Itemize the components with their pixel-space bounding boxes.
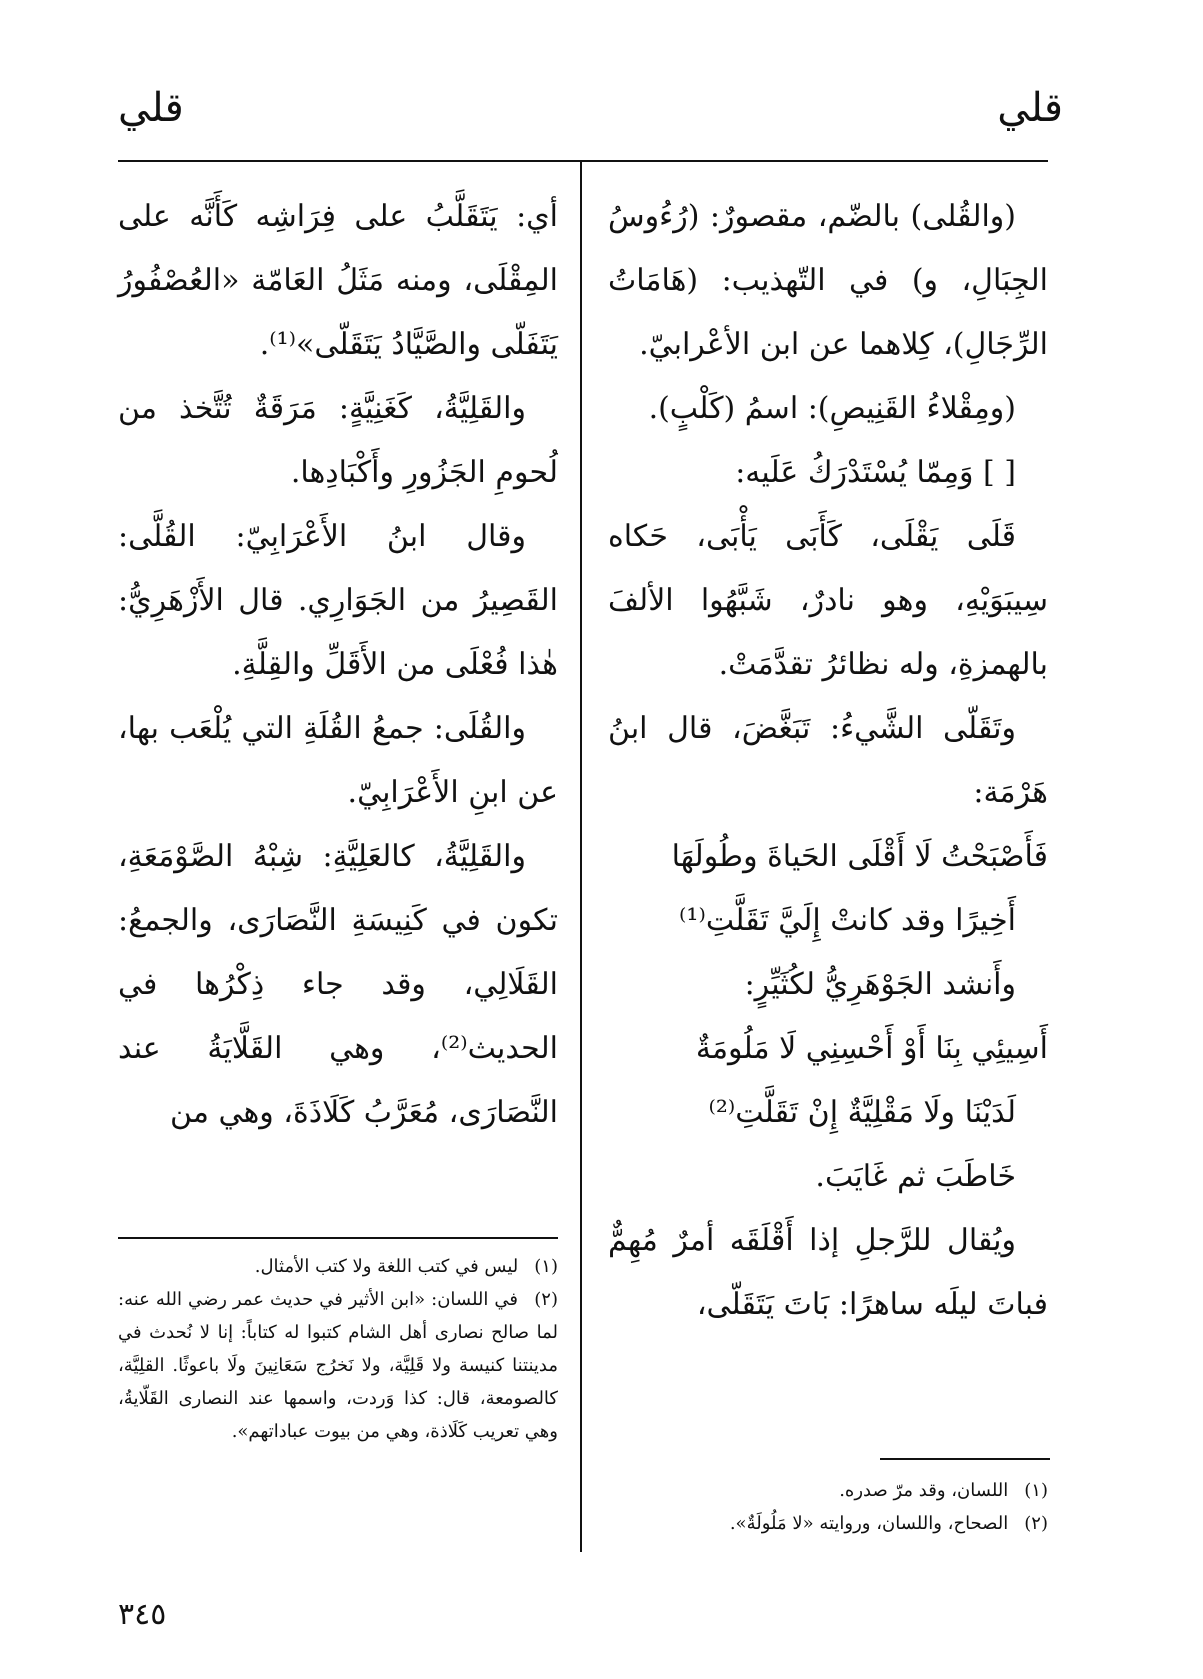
entry-paragraph: وأَنشد الجَوْهَرِيُّ لكُثَيِّرٍ: [744, 967, 1016, 1002]
entry-paragraph: وقال ابنُ الأَعْرَابِيّ: القُلَّى: القَصِيرُ من الجَوَارِي. قال الأَزْهَرِيُّ: هٰذا فُعْلَى من الأَقَلِّ والقِلَّةِ. [118, 519, 558, 682]
verse-line: أَخِيرًا وقد كانتْ إِلَيَّ تَقَلَّتِ⁽¹⁾ [679, 903, 1016, 938]
entry-paragraph: والقُلَى: جمعُ القُلَةِ التي يُلْعَب بها، عن ابنِ الأَعْرَابِيّ. [118, 711, 558, 810]
column-divider [580, 162, 582, 1552]
entry-paragraph: وتَقَلّى الشَّيءُ: تَبَغَّضَ، قال ابنُ هَرْمَة: [608, 711, 1048, 810]
footnote-number: (١) [534, 1256, 558, 1277]
running-header-left: قلي [118, 85, 184, 131]
footnote-rule [880, 1458, 1050, 1460]
right-column [608, 185, 1048, 1337]
entry-paragraph: ويُقال للرَّجلِ إذا أَقْلَقَه أمرٌ مُهِمٌّ فباتَ ليلَه ساهرًا: بَاتَ يَتَقَلّى، [608, 1223, 1048, 1322]
footnote [608, 1474, 1048, 1507]
entry-paragraph: والقَلِيَّةُ، كَغَنِيَّةٍ: مَرَقَةٌ تُتَّخذ من لُحومِ الجَزُورِ وأَكْبَادِها. [118, 391, 558, 490]
footnote-number: (٢) [1024, 1513, 1048, 1534]
entry-paragraph: خَاطَبَ ثم غَايَبَ. [815, 1159, 1016, 1194]
entry-paragraph: [ ] وَمِمّا يُسْتَدْرَكُ عَلَيه: [735, 455, 1016, 490]
entry-paragraph: (والقُلى) بالضّم، مقصورٌ: (رُءُوسُ الجِبَالِ، و) في التّهذيب: (هَامَاتُ الرِّجَالِ)، كِلاهما عن ابن الأعْرابيّ. [608, 199, 1048, 362]
footnote-number: (١) [1024, 1480, 1048, 1501]
entry-paragraph: (ومِقْلاءُ القَنِيصِ): اسمُ (كَلْبٍ). [648, 391, 1016, 426]
verse-line: أَسِيئِي بِنَا أَوْ أَحْسِنِي لَا مَلُومَةٌ [695, 1031, 1048, 1066]
verse-line: لَدَيْنَا ولَا مَقْلِيَّةٌ إِنْ تَقَلَّتِ⁽²⁾ [708, 1095, 1016, 1130]
footnote [118, 1250, 558, 1283]
footnote-text: ليس في كتب اللغة ولا كتب الأمثال. [254, 1256, 519, 1277]
page-number: ٣٤٥ [118, 1597, 167, 1632]
left-column [118, 185, 558, 1145]
footnote [608, 1507, 1048, 1540]
footnotes-right [608, 1474, 1048, 1540]
running-header-right: قلي [997, 85, 1063, 131]
verse-line: فَأَصْبَحْتُ لَا أَقْلَى الحَياةَ وطُولَهَا [671, 839, 1048, 874]
footnote-number: (٢) [534, 1289, 558, 1310]
entry-paragraph: قَلَى يَقْلَى، كَأَبَى يَأْبَى، حَكاه سِيبَوَيْهِ، وهو نادرٌ، شَبَّهُوا الألفَ بالهمزةِ، وله نظائرُ تقدَّمَتْ. [608, 519, 1048, 682]
entry-paragraph: أي: يَتَقَلَّبُ على فِرَاشِه كَأَنَّه على المِقْلَى، ومنه مَثَلُ العَامّة «العُصْفُورُ يَتَفَلّى والصَّيَّادُ يَتَقَلّى»⁽¹⁾. [118, 199, 558, 362]
footnote-text: في اللسان: «ابن الأثير في حديث عمر رضي الله عنه: لما صالح نصارى أهل الشام كتبوا له كتاباً: إنا لا نُحدث في مدينتنا كنيسة ولا قَلِيَّة، ولا نَخرُج سَعَانِينَ ولَا باعوثًا. القلِيَّة، كالصومعة، قال: كذا وَردت، واسمها عند النصارى القَلّايةُ، وهي تعريب كَلَاذة، وهي من بيوت عباداتهم». [118, 1289, 558, 1442]
header-rule [118, 160, 1048, 162]
footnote [118, 1283, 558, 1448]
footnote-text: اللسان، وقد مرّ صدره. [839, 1480, 1009, 1501]
entry-paragraph: والقَلِيَّةُ، كالعَلِيَّةِ: شِبْهُ الصَّوْمَعَةِ، تكون في كَنِيسَةِ النَّصَارَى، والجمعُ: القَلَالِي، وقد جاء ذِكْرُها في الحديث⁽²⁾، وهي القَلَّايَةُ عند النَّصَارَى، مُعَرَّبُ كَلَاذَةَ، وهي من [118, 839, 558, 1130]
footnotes-left [118, 1250, 558, 1448]
footnote-rule [118, 1237, 558, 1239]
footnote-text: الصحاح، واللسان، وروايته «لا مَلُولَةٌ». [729, 1513, 1009, 1534]
